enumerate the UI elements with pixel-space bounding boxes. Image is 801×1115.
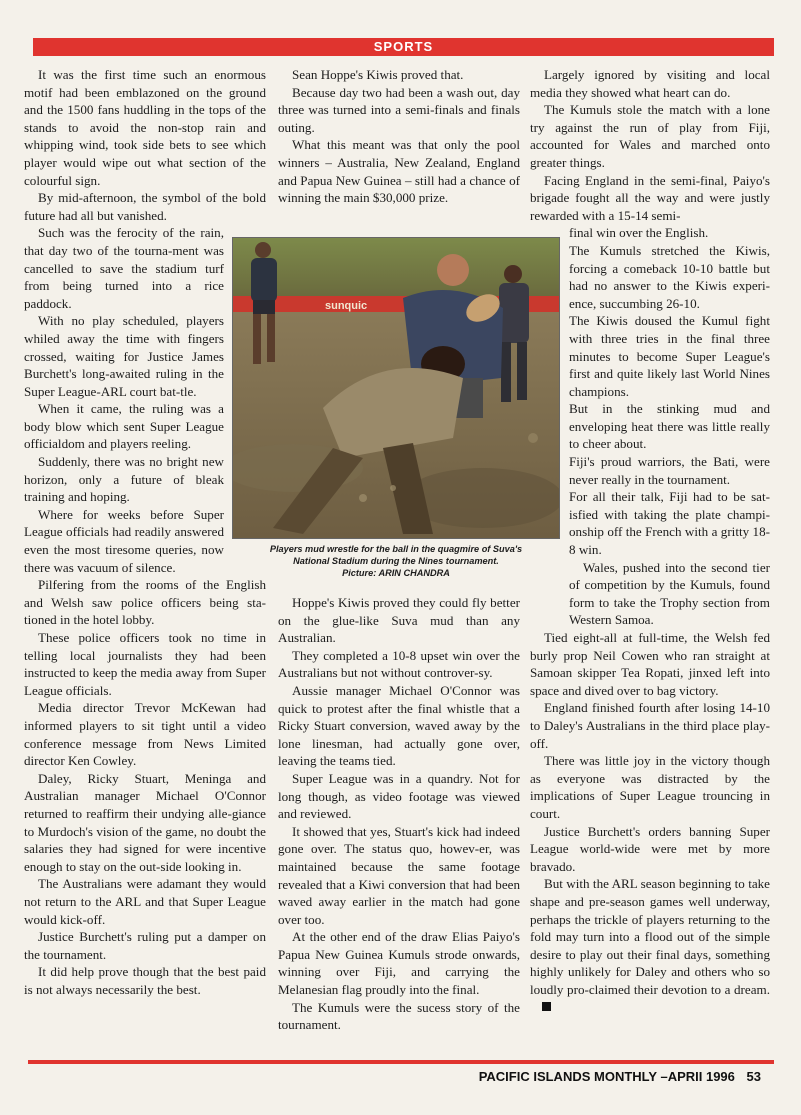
paragraph: The Australians were adamant they would not return to the ARL and that Super League would kick-off.: [24, 876, 266, 927]
section-banner: SPORTS: [33, 38, 774, 56]
photo-banner-text: sunquic: [325, 300, 368, 312]
paragraph: It showed that yes, Stuart's kick had indeed gone over. The status quo, howev-er, was maintained because the same footage revealed that a Kiwi conversion that had been waved away earlier in the match had gone over too.: [278, 823, 520, 927]
paragraph: Largely ignored by visiting and local media they showed what heart can do.: [530, 67, 770, 100]
paragraph: Because day two had been a wash out, day three was turned into a semi-finals and finals outing.: [278, 84, 520, 135]
paragraph: England finished fourth after losing 14-10 to Daley's Australians in the third place play-off.: [530, 700, 770, 751]
caption-line: Players mud wrestle for the ball in the quagmire of Suva's: [269, 544, 523, 554]
paragraph: Wales, pushed into the second tier of competition by the Kumuls, found form to take the Trophy section from Western Samoa.: [569, 559, 770, 628]
page-footer: [471, 1069, 761, 1084]
paragraph: [530, 875, 770, 1016]
paragraph: Super League was in a quandry. Not for long though, as video footage was viewed and reviewed.: [278, 770, 520, 822]
wrapped-text: [569, 224, 770, 629]
paragraph: With no play scheduled, players whiled away the time with fingers crossed, waiting for Justice James Burchett's long-awaited ruling in the Super League-ARL court bat-tle.: [24, 313, 224, 399]
paragraph: There was little joy in the victory though as everyone was distracted by the implications of Super League trouncing in court.: [530, 753, 770, 821]
paragraph: Hoppe's Kiwis proved they could fly better on the glue-like Suva mud than any Australian.: [278, 595, 520, 646]
photo-caption: [244, 543, 548, 579]
paragraph: Where for weeks before Super League officials had readily answered even the most tiresome queries, now there was vacuum of silence.: [24, 506, 224, 575]
paragraph: The Kumuls were the sucess story of the tournament.: [278, 999, 520, 1033]
paragraph: At the other end of the draw Elias Paiyo's Papua New Guinea Kumuls strode onwards, winning over Fiji, and carrying the Melanesian flag proudly into the final.: [278, 929, 520, 998]
paragraph-text: But with the ARL season beginning to take shape and pre-season games well underway, perhaps the trickle of players returning to the fold may turn into a flood out of the simple desire to play out their final days, something highly unlikely for Daley and others who so loudly pro-claimed their devotion to a dream.: [530, 876, 770, 997]
paragraph: When it came, the ruling was a body blow which sent Super League officialdom and players reeling.: [24, 401, 224, 452]
paragraph: Suddenly, there was no bright new horizon, only a future of bleak training and hoping.: [24, 454, 224, 505]
paragraph: The Kumuls stretched the Kiwis, forcing a comeback 10-10 battle but had no answer to the Kiwis experi-ence, succumbing 26-10.: [569, 242, 770, 311]
paragraph: They completed a 10-8 upset win over the Australians but not without controver-sy.: [278, 647, 520, 681]
paragraph: The Kumuls stole the match with a lone try against the run of play from Fiji, accounted for Wales and marched onto greater things.: [530, 102, 770, 170]
wrapped-text: [24, 224, 224, 576]
paragraph: But in the stinking mud and enveloping heat there was little really to cheer about.: [569, 401, 770, 452]
paragraph: Aussie manager Michael O'Connor was quick to protest after the final whistle that a Ricky Stuart conversion, waved away by the lone linesman, had actually gone over, leaving the teams tied.: [278, 682, 520, 769]
paragraph: These police officers took no time in telling local journalists they had been instructed to keep the media away from Super League officials.: [24, 630, 266, 698]
paragraph: It did help prove though that the best paid is not always necessarily the best.: [24, 964, 266, 997]
column-1: [24, 66, 266, 998]
paragraph: Tied eight-all at full-time, the Welsh fed burly prop Neil Cowen who ran straight at Samoan skipper Tea Ropati, jinxed left into space and dived over to bag victory.: [530, 630, 770, 698]
footer-rule: [28, 1060, 774, 1064]
rugby-photo-illustration: [233, 238, 559, 538]
magazine-title: PACIFIC ISLANDS MONTHLY –APRII 1996: [478, 1069, 735, 1084]
end-of-article-mark: [542, 1002, 551, 1011]
paragraph: It was the first time such an enormous motif had been emblazoned on the ground and the 1500 fans huddling in the tops of the stands to avoid the non-stop rain and whipping wind, took side bets to see which player would wipe out what section of the colourful sign.: [24, 67, 266, 188]
caption-credit: Picture: ARIN CHANDRA: [342, 568, 450, 578]
paragraph: Facing England in the semi-final, Paiyo's brigade fought all the way and were justly rewarded with a 15-14 semi-: [530, 172, 770, 223]
paragraph: By mid-afternoon, the symbol of the bold future had all but vanished.: [24, 190, 266, 223]
column-2-bottom: [278, 594, 520, 1034]
paragraph: Such was the ferocity of the rain, that day two of the tourna-ment was cancelled to save the stadium turf from being turned into a rice paddock.: [24, 225, 224, 311]
page-number: 53: [746, 1069, 761, 1084]
paragraph: Sean Hoppe's Kiwis proved that.: [292, 67, 464, 82]
paragraph: Justice Burchett's ruling put a damper on the tournament.: [24, 929, 266, 962]
paragraph: What this meant was that only the pool winners – Australia, New Zealand, England and Papua New Guinea – still had a chance of winning the main $30,000 prize.: [278, 137, 520, 206]
paragraph: The Kiwis doused the Kumul fight with three tries in the final three minutes to become Super League's first and quite likely last World Nines champions.: [569, 313, 770, 399]
paragraph: Media director Trevor McKewan had informed players to sit tight until a video conference message from News Limited director Ken Cowley.: [24, 700, 266, 769]
column-2-top: [278, 66, 520, 207]
paragraph: final win over the English.: [569, 225, 709, 241]
paragraph: Daley, Ricky Stuart, Meninga and Australian manager Michael O'Connor returned to reaffirm their undying alle-giance to Murdoch's vision of the game, no doubt the salaries they had signed for were incentive enough to stay on the out-side looking in.: [24, 770, 266, 874]
paragraph: Pilfering from the rooms of the English and Welsh saw police officers being sta-tioned in the hotel lobby.: [24, 577, 266, 628]
paragraph: For all their talk, Fiji had to be sat-isfied with taking the plate champi-onship off the French with a gritty 18-8 win.: [569, 489, 770, 558]
paragraph: Justice Burchett's orders banning Super League world-wide were met by more bravado.: [530, 823, 770, 874]
column-3: [530, 66, 770, 1016]
caption-line: National Stadium during the Nines tournament.: [293, 556, 499, 566]
paragraph: Fiji's proud warriors, the Bati, were never really in the tournament.: [569, 454, 770, 487]
rugby-photo: [232, 237, 560, 539]
